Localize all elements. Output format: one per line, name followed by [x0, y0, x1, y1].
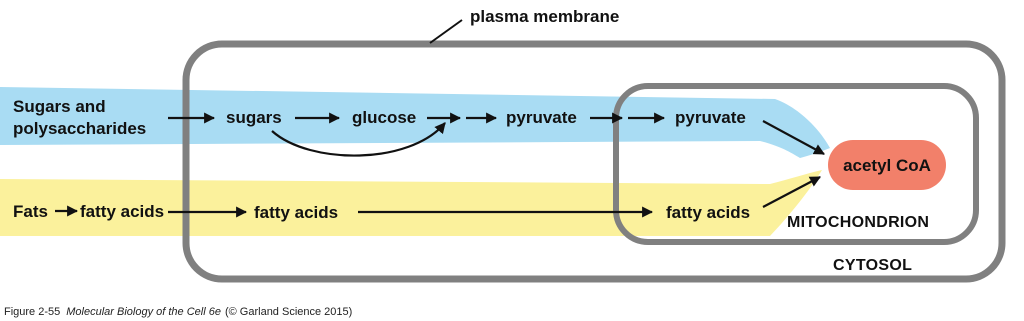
sugars-polysaccharides-label-line1: Sugars and [13, 97, 106, 116]
caption-figure-number: Figure 2-55 [4, 306, 61, 318]
acetyl-coa-label: acetyl CoA [843, 156, 931, 175]
fatty-acids-cytosol-label: fatty acids [254, 203, 339, 222]
caption-publisher: (© Garland Science 2015) [224, 306, 353, 318]
fats-label: Fats [13, 202, 48, 221]
caption-book-title: Molecular Biology of the Cell 6e [66, 306, 221, 318]
sugars-label: sugars [226, 108, 282, 127]
plasma-membrane-label: plasma membrane [470, 7, 620, 26]
plasma-membrane-pointer [430, 20, 462, 43]
pyruvate-mitochondrion-label: pyruvate [675, 108, 746, 127]
glucose-label: glucose [352, 108, 417, 127]
mitochondrion-label: MITOCHONDRION [787, 214, 930, 231]
sugars-polysaccharides-label-line2: polysaccharides [13, 119, 147, 138]
fatty-acids-outside-label: fatty acids [80, 202, 165, 221]
figure-caption [4, 306, 352, 318]
pyruvate-cytosol-label: pyruvate [506, 108, 577, 127]
fatty-acids-mitochondrion-label: fatty acids [666, 203, 751, 222]
cytosol-label: CYTOSOL [833, 257, 913, 274]
